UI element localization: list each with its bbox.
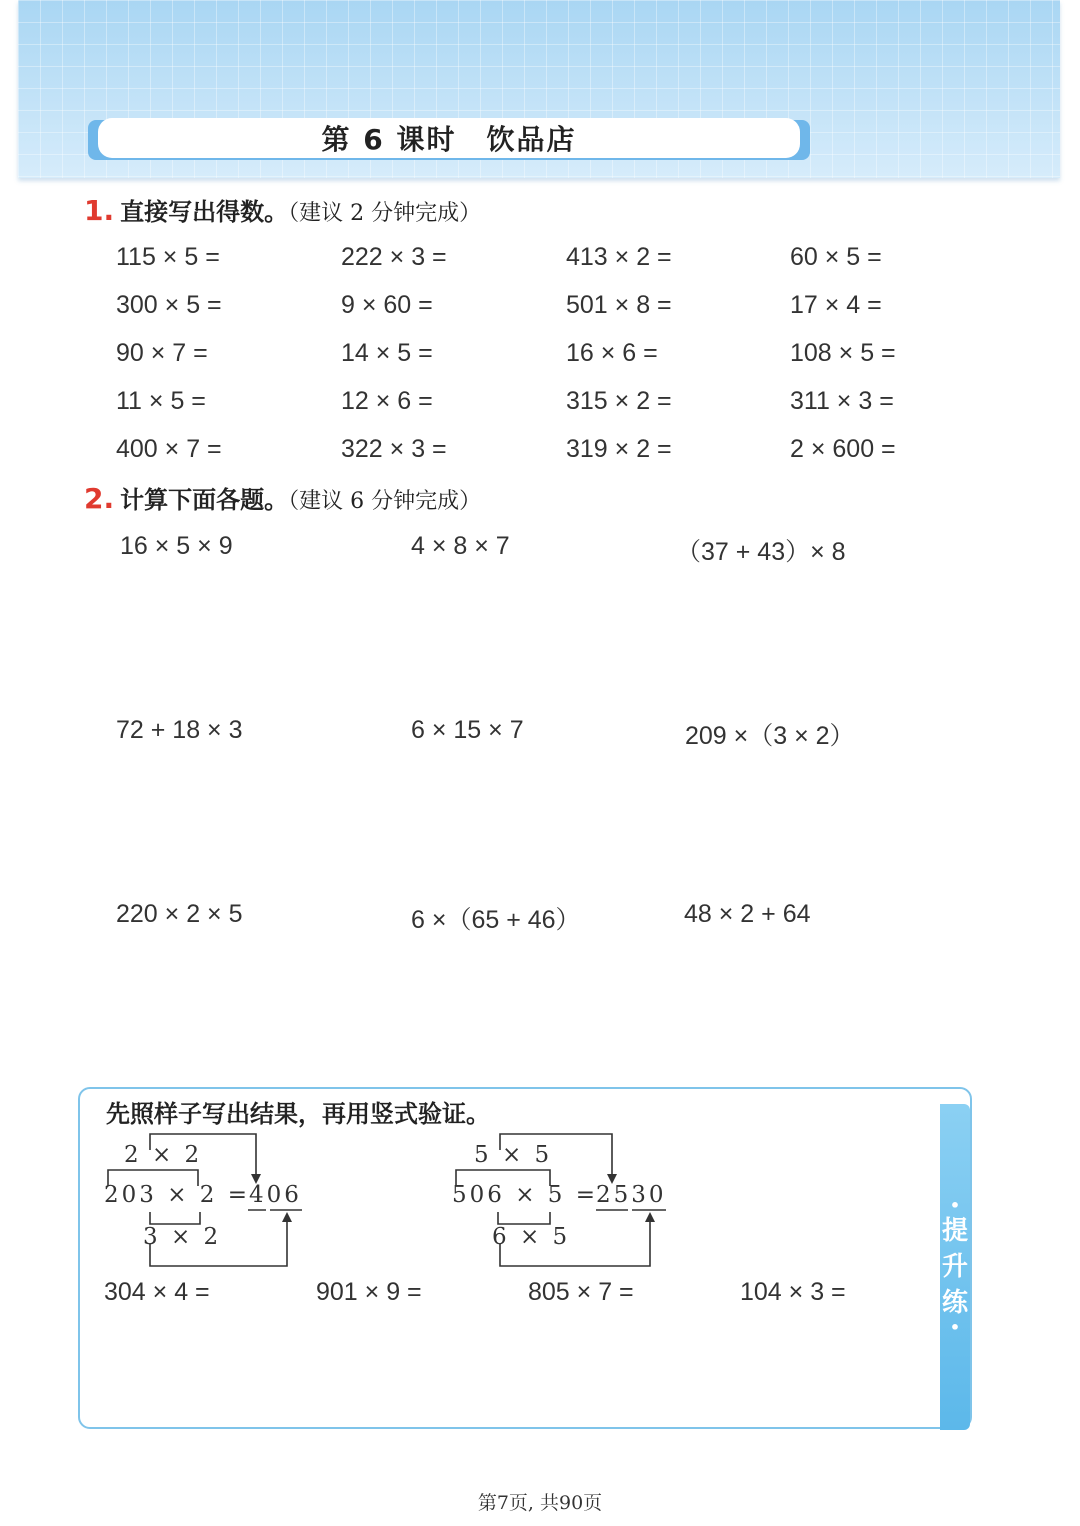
q1-expression: 322 × 3 = (341, 435, 447, 463)
tab-char: 升 (941, 1252, 968, 1282)
extension-exercise: 104 × 3 = (740, 1278, 846, 1306)
page-footer: 第7页, 共90页 (477, 1492, 603, 1514)
question-1-title: 直接写出得数。 (120, 198, 289, 226)
q1-expression: 17 × 4 = (790, 291, 882, 319)
q1-expression: 16 × 6 = (566, 339, 658, 367)
arrowhead-icon (282, 1212, 292, 1222)
extension-exercise: 901 × 9 = (316, 1278, 422, 1306)
tab-dot-icon: • (949, 1318, 961, 1337)
q2-expression: 16 × 5 × 9 (120, 532, 233, 560)
q2-expression: 220 × 2 × 5 (116, 900, 243, 928)
q1-expression: 501 × 8 = (566, 291, 672, 319)
example-1-inner-bracket (150, 1212, 200, 1224)
q1-expression: 9 × 60 = (341, 291, 433, 319)
extension-exercise: 304 × 4 = (104, 1278, 210, 1306)
lesson-topic: 饮品店 (486, 123, 577, 156)
example-2-top: 5 × 5 (474, 1142, 553, 1168)
example-2-inner-bracket (498, 1212, 550, 1224)
q1-expression: 115 × 5 = (116, 243, 220, 271)
example-2-main: 506 × 5 = (452, 1182, 599, 1208)
q1-expression: 311 × 3 = (790, 387, 894, 415)
question-1-number: 1. (84, 194, 115, 227)
q2-expression: 4 × 8 × 7 (411, 532, 510, 560)
q2-expression: 6 × 15 × 7 (411, 716, 524, 744)
tab-char: 提 (941, 1216, 968, 1246)
example-1-top: 2 × 2 (124, 1142, 203, 1168)
example-2-result: 2530 (596, 1182, 667, 1208)
q2-expression: 72 + 18 × 3 (116, 716, 243, 744)
q1-expression: 315 × 2 = (566, 387, 672, 415)
q2-expression: （37 + 43）× 8 (676, 538, 846, 566)
arrowhead-icon (645, 1212, 655, 1222)
lesson-number: 第 6 课时 (321, 123, 457, 156)
example-2-bottom: 6 × 5 (492, 1224, 571, 1250)
example-1-main: 203 × 2 = (104, 1182, 251, 1208)
example-1-bottom: 3 × 2 (143, 1224, 222, 1250)
example-1-result: 406 (249, 1182, 302, 1208)
q1-expression: 11 × 5 = (116, 387, 206, 415)
question-2-number: 2. (84, 482, 115, 515)
q1-expression: 319 × 2 = (566, 435, 672, 463)
question-2-hint: （建议 6 分钟完成） (288, 489, 482, 514)
q2-expression: 209 ×（3 × 2） (685, 722, 855, 750)
question-1-hint: （建议 2 分钟完成） (288, 201, 482, 226)
q2-expression: 48 × 2 + 64 (684, 900, 811, 928)
q1-expression: 14 × 5 = (341, 339, 433, 367)
tab-char: 练 (941, 1288, 968, 1318)
tab-dot-icon: • (949, 1196, 961, 1215)
q1-expression: 60 × 5 = (790, 243, 882, 271)
q1-expression: 2 × 600 = (790, 435, 896, 463)
q1-expression: 300 × 5 = (116, 291, 222, 319)
q1-expression: 108 × 5 = (790, 339, 896, 367)
q1-expression: 90 × 7 = (116, 339, 208, 367)
q2-expression: 6 ×（65 + 46） (411, 906, 581, 934)
q1-expression: 413 × 2 = (566, 243, 672, 271)
q1-expression: 12 × 6 = (341, 387, 433, 415)
extension-title: 先照样子写出结果，再用竖式验证。 (106, 1100, 490, 1128)
q1-expression: 400 × 7 = (116, 435, 222, 463)
q1-expression: 222 × 3 = (341, 243, 447, 271)
extension-exercise: 805 × 7 = (528, 1278, 634, 1306)
question-2-title: 计算下面各题。 (120, 486, 289, 514)
